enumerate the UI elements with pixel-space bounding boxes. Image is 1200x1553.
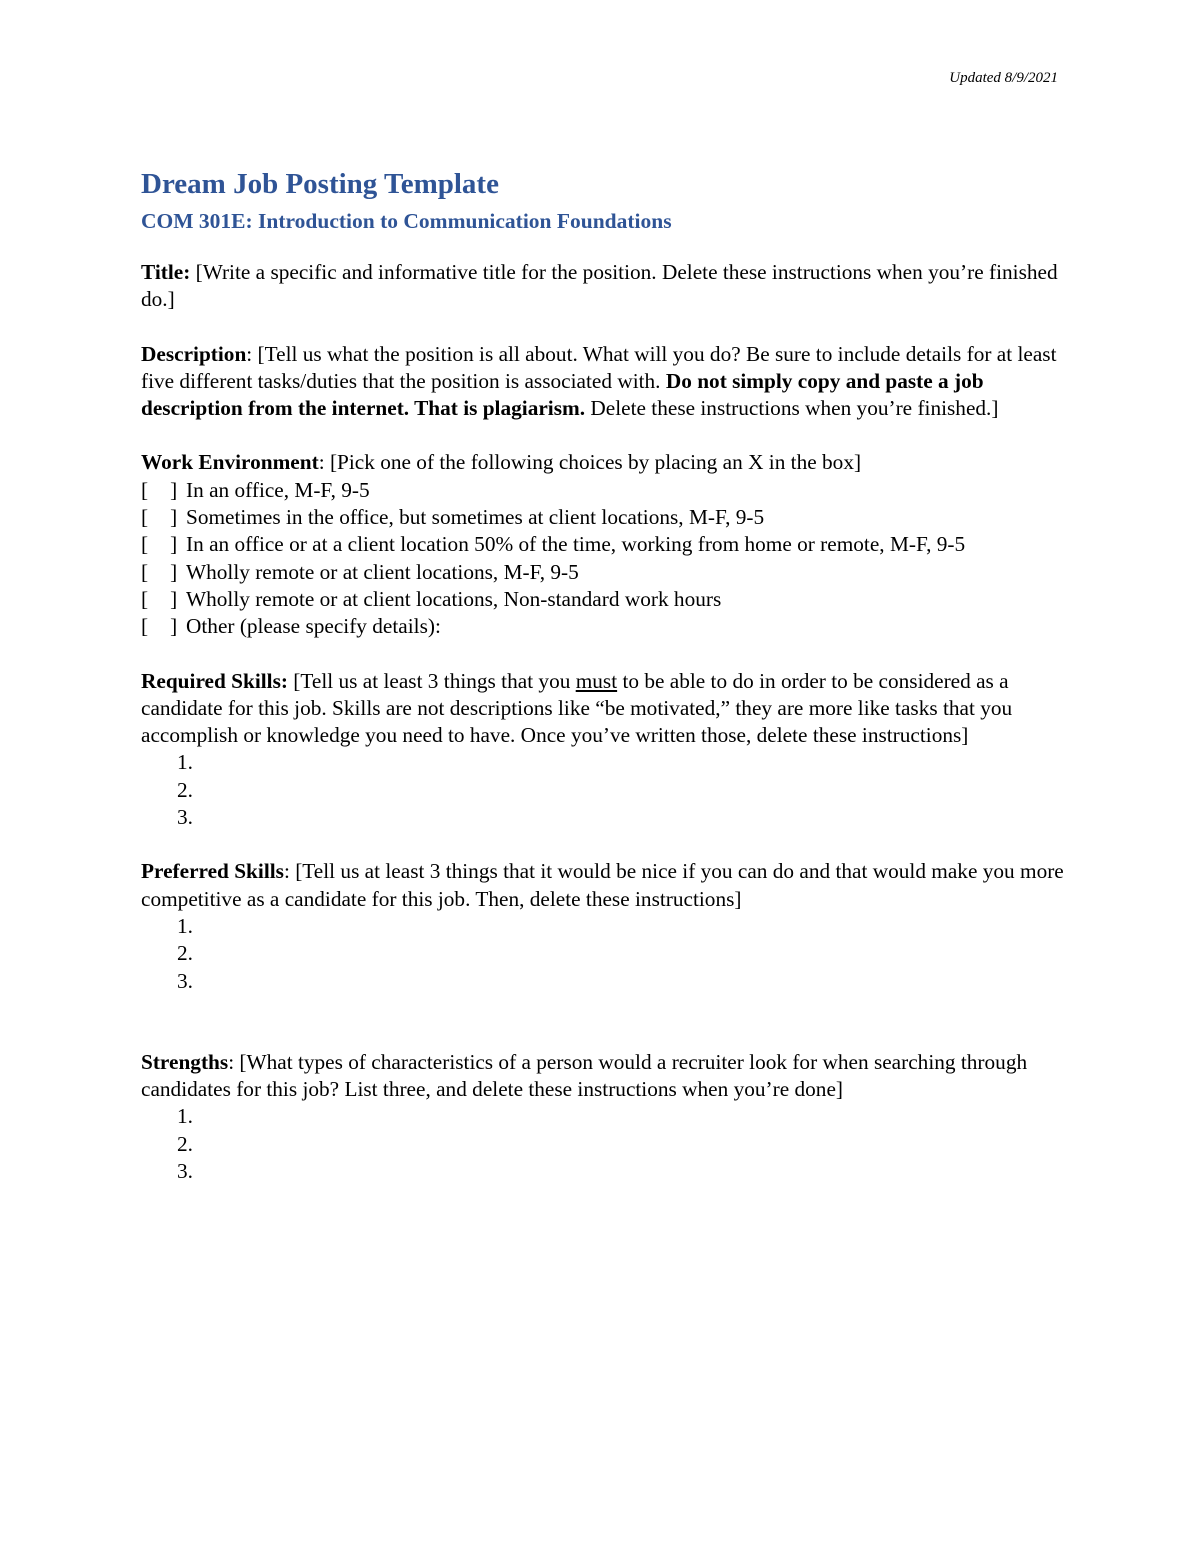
box-close-bracket: ]	[170, 505, 178, 530]
required-skills-list	[141, 749, 1071, 831]
updated-date: Updated 8/9/2021	[949, 70, 1058, 86]
checkbox-placeholder[interactable]	[141, 559, 186, 586]
box-close-bracket: ]	[170, 532, 178, 557]
work-option-label: In an office or at a client location 50% of the time, working from home or remote, M-F, 9-5	[186, 532, 966, 557]
strengths-instructions: : [What types of characteristics of a person would a recruiter look for when searching through candidates for this job? List three, and delete these instructions when you’re done]	[141, 1049, 1028, 1102]
strengths-list	[141, 1103, 1071, 1185]
list-item[interactable]: 3.	[177, 805, 193, 830]
list-item[interactable]: 1.	[177, 750, 193, 775]
checkbox-placeholder[interactable]	[141, 504, 186, 531]
list-item[interactable]: 2.	[177, 777, 193, 802]
required-skills-label: Required Skills:	[141, 668, 288, 693]
title-section	[141, 259, 1071, 314]
strengths-intro	[141, 1049, 1071, 1104]
work-option-3	[141, 531, 1071, 558]
work-environment-section	[141, 449, 1071, 640]
description-instructions: : [Tell us what the position is all about. What will you do? Be sure to include details for at least five different tasks/duties that the position is associated with.	[141, 341, 1057, 393]
work-option-label: Other (please specify details):	[186, 614, 441, 639]
box-open-bracket: [	[141, 586, 149, 611]
preferred-skills-instructions: : [Tell us at least 3 things that it would be nice if you can do and that would make you more competitive as a candidate for this job. Then, delete these instructions]	[141, 859, 1064, 911]
description-section	[141, 341, 1071, 423]
title-instructions: [Write a specific and informative title for the position. Delete these instructions when you’re finished do.]	[141, 260, 1058, 312]
list-item[interactable]: 2.	[177, 1131, 193, 1156]
plagiarism-warning: Do not simply copy and paste a job description from the internet. That is plagiarism.	[141, 368, 984, 421]
list-item[interactable]: 3.	[177, 1159, 193, 1184]
box-close-bracket: ]	[170, 477, 178, 502]
required-skills-intro	[141, 668, 1071, 750]
strengths-label: Strengths	[141, 1049, 229, 1074]
title-label: Title:	[141, 260, 191, 284]
work-option-5	[141, 586, 1071, 613]
work-option-label: Wholly remote or at client locations, M-F, 9-5	[186, 559, 579, 584]
list-item[interactable]: 1.	[177, 1104, 193, 1129]
must-emphasis: must	[575, 668, 618, 693]
strengths-section	[141, 1049, 1071, 1185]
preferred-skills-label: Preferred Skills	[141, 859, 284, 884]
work-environment-intro	[141, 449, 1071, 476]
work-option-6	[141, 613, 1071, 640]
document-subtitle: COM 301E: Introduction to Communication Foundations	[141, 209, 672, 233]
preferred-skills-list	[141, 913, 1071, 995]
description-label: Description	[141, 341, 247, 366]
work-option-label: Wholly remote or at client locations, Non-standard work hours	[186, 586, 722, 611]
work-environment-label: Work Environment	[141, 450, 319, 475]
checkbox-placeholder[interactable]	[141, 477, 186, 504]
box-close-bracket: ]	[170, 559, 178, 584]
box-open-bracket: [	[141, 477, 149, 502]
checkbox-placeholder[interactable]	[141, 586, 186, 613]
preferred-skills-intro	[141, 858, 1071, 913]
required-skills-section	[141, 668, 1071, 832]
document-body	[141, 164, 1071, 1185]
work-option-label: In an office, M-F, 9-5	[186, 477, 370, 502]
checkbox-placeholder[interactable]	[141, 613, 186, 640]
box-close-bracket: ]	[170, 586, 178, 611]
work-option-label: Sometimes in the office, but sometimes at client locations, M-F, 9-5	[186, 505, 765, 530]
work-option-4	[141, 559, 1071, 586]
box-open-bracket: [	[141, 505, 149, 530]
work-option-1	[141, 477, 1071, 504]
list-item[interactable]: 2.	[177, 941, 193, 966]
box-open-bracket: [	[141, 532, 149, 557]
preferred-skills-section	[141, 858, 1071, 994]
work-environment-instructions: : [Pick one of the following choices by placing an X in the box]	[318, 450, 862, 475]
box-open-bracket: [	[141, 559, 149, 584]
box-close-bracket: ]	[170, 614, 178, 639]
checkbox-placeholder[interactable]	[141, 531, 186, 558]
list-item[interactable]: 1.	[177, 913, 193, 938]
document-title: Dream Job Posting Template	[141, 168, 499, 200]
required-skills-instructions-end: to be able to do in order to be considered as a candidate for this job. Skills are not descriptions like “be motivated,” they are more like tasks that you accomplish or knowledge you need to have. Once you’ve written those, delete these instructions]	[141, 668, 1013, 748]
list-item[interactable]: 3.	[177, 968, 193, 993]
work-option-2	[141, 504, 1071, 531]
box-open-bracket: [	[141, 614, 149, 639]
work-environment-options	[141, 477, 1071, 641]
description-instructions-end: Delete these instructions when you’re finished.]	[585, 396, 999, 421]
required-skills-instructions: [Tell us at least 3 things that you	[287, 668, 576, 693]
